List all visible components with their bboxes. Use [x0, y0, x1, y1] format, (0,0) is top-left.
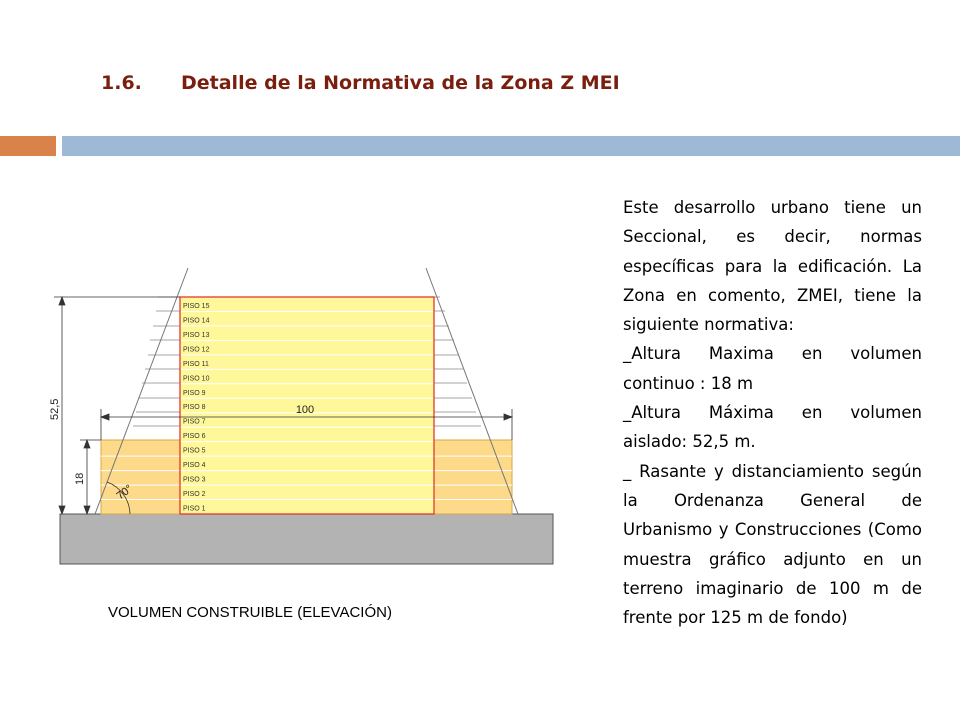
floor-label: PISO 14 [183, 317, 210, 325]
floor-label: PISO 4 [183, 462, 206, 470]
section-title: Detalle de la Normativa de la Zona Z MEI [181, 72, 620, 94]
description-item-isolated: _Altura Máxima en volumen aislado: 52,5 m. [623, 403, 922, 452]
floor-label: PISO 8 [183, 404, 206, 412]
floor-label: PISO 6 [183, 433, 206, 441]
floor-label: PISO 7 [183, 418, 206, 426]
dim-label-continuous-height: 18 [74, 472, 86, 485]
description-item-continuous: _Altura Maxima en volumen continuo : 18 m [623, 344, 922, 393]
diagram-caption: VOLUMEN CONSTRUIBLE (ELEVACIÓN) [108, 604, 392, 621]
dim-label-width: 100 [295, 404, 315, 416]
floor-label: PISO 9 [183, 389, 206, 397]
accent-bar-blue [62, 136, 960, 156]
dim-label-total-height: 52,5 [49, 398, 61, 420]
floor-label: PISO 13 [183, 331, 210, 339]
floor-label: PISO 12 [183, 346, 210, 354]
accent-bar-orange [0, 136, 56, 156]
floor-label: PISO 15 [183, 302, 210, 310]
floor-label: PISO 10 [183, 375, 210, 383]
setback-steps-right [434, 297, 481, 426]
floor-label: PISO 1 [183, 505, 206, 513]
floor-label: PISO 3 [183, 476, 206, 484]
floor-label: PISO 11 [183, 360, 209, 368]
ground-block [60, 514, 553, 564]
section-number: 1.6. [101, 72, 142, 94]
setback-steps-left [133, 297, 180, 426]
building-elevation-diagram [40, 255, 560, 575]
floor-label: PISO 2 [183, 491, 206, 499]
floor-label: PISO 5 [183, 447, 206, 455]
slide-title [101, 72, 620, 94]
description-item-rasante: _ Rasante y distanciamiento según la Ordenanza General de Urbanismo y Construcciones (Como muestra gráfico adjunto en un terreno imaginario de 100 m de frente por 125 m de fondo) [623, 461, 922, 628]
angle-label: 70° [114, 482, 135, 503]
description-text [623, 193, 922, 632]
description-intro: Este desarrollo urbano tiene un Seccional, es decir, normas específicas para la edificación. La Zona en comento, ZMEI, tiene la siguiente normativa: [623, 198, 922, 335]
